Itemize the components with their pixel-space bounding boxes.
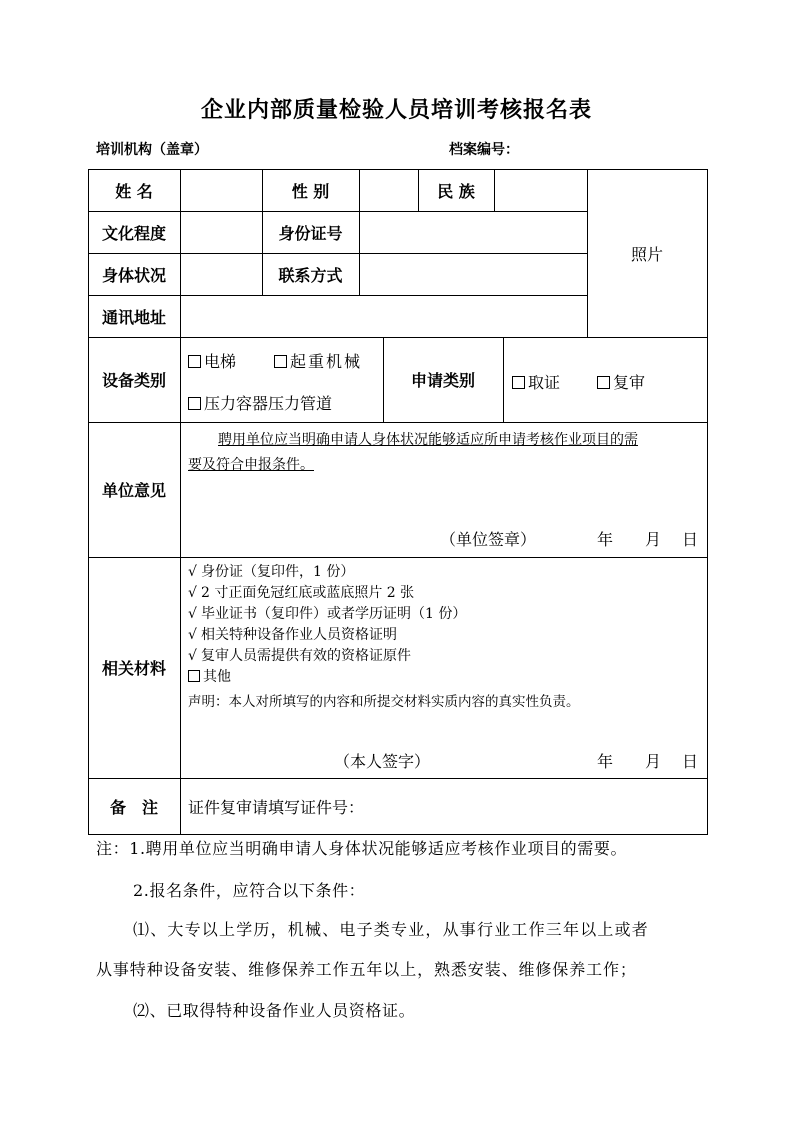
note-line: 注：1.聘用单位应当明确申请人身体状况能够适应考核作业项目的需要。 <box>96 839 628 858</box>
ethnicity-label: 民 族 <box>437 181 475 201</box>
remarks-text[interactable]: 证件复审请填写证件号： <box>188 798 365 817</box>
ethnicity-field[interactable] <box>495 170 587 211</box>
checkbox-icon <box>188 397 201 410</box>
id-number-field[interactable] <box>360 212 587 253</box>
unit-year-label: 年 <box>597 530 614 549</box>
declaration-text: 声明：本人对所填写的内容和所提交材料实质内容的真实性负责。 <box>188 694 580 710</box>
apply-option-review[interactable]: 复审 <box>597 370 645 393</box>
contact-label: 联系方式 <box>278 265 343 285</box>
materials-label: 相关材料 <box>101 659 166 678</box>
gender-label: 性 别 <box>291 181 330 201</box>
contact-field[interactable] <box>360 254 587 295</box>
checkbox-icon <box>274 355 287 368</box>
unit-opinion-label: 单位意见 <box>101 481 166 500</box>
checkbox-icon <box>597 376 610 389</box>
education-field[interactable] <box>181 212 262 253</box>
material-item: √ 复审人员需提供有效的资格证原件 <box>188 648 411 664</box>
material-item: √ 相关特种设备作业人员资格证明 <box>188 627 397 643</box>
equipment-option-elevator[interactable]: 电梯 <box>188 349 236 372</box>
gender-field[interactable] <box>360 170 418 211</box>
material-item: √ 身份证（复印件，1 份） <box>188 564 355 580</box>
material-other-option[interactable]: 其他 <box>188 666 231 686</box>
checkmark-icon: √ <box>188 606 197 622</box>
applicant-day-label: 日 <box>682 752 699 771</box>
applicant-month-label: 月 <box>645 752 662 771</box>
name-field[interactable] <box>181 170 262 211</box>
note-line: ⑴、大专以上学历，机械、电子类专业，从事行业工作三年以上或者 <box>133 920 650 939</box>
checkbox-icon <box>512 376 525 389</box>
apply-option-certificate[interactable]: 取证 <box>512 370 560 393</box>
file-number-label: 档案编号： <box>449 142 519 158</box>
photo-box[interactable]: 照片 <box>630 244 663 264</box>
checkmark-icon: √ <box>188 564 197 580</box>
note-line: ⑵、已取得特种设备作业人员资格证。 <box>133 1001 416 1020</box>
education-label: 文化程度 <box>101 223 166 243</box>
unit-statement-line2: 要及符合申报条件。 <box>188 457 314 473</box>
note-line: 2.报名条件，应符合以下条件： <box>133 881 366 900</box>
id-number-label: 身份证号 <box>278 223 343 243</box>
health-label: 身体状况 <box>101 265 166 285</box>
equipment-option-pressure[interactable]: 压力容器压力管道 <box>188 391 332 414</box>
apply-type-label: 申请类别 <box>410 371 475 390</box>
material-item: √ 毕业证书（复印件）或者学历证明（1 份） <box>188 606 467 622</box>
name-label: 姓 名 <box>115 181 153 201</box>
unit-day-label: 日 <box>682 530 699 549</box>
unit-statement-line1: 聘用单位应当明确申请人身体状况能够适应所申请考核作业项目的需 <box>218 432 638 448</box>
equipment-type-label: 设备类别 <box>101 371 166 390</box>
unit-seal-label: （单位签章） <box>440 530 537 549</box>
note-line: 从事特种设备安装、维修保养工作五年以上，熟悉安装、维修保养工作； <box>96 960 637 979</box>
applicant-sign-label: （本人签字） <box>334 752 431 771</box>
address-label: 通讯地址 <box>101 307 166 327</box>
remarks-label: 备 注 <box>109 797 158 817</box>
material-item: √ 2 寸正面免冠红底或蓝底照片 2 张 <box>188 585 415 601</box>
health-field[interactable] <box>181 254 262 295</box>
training-org-label: 培训机构（盖章） <box>96 142 208 158</box>
address-field[interactable] <box>181 296 587 337</box>
checkbox-icon <box>188 355 201 368</box>
unit-month-label: 月 <box>645 530 662 549</box>
checkmark-icon: √ <box>188 627 197 643</box>
equipment-option-crane[interactable]: 起重机械 <box>274 349 362 372</box>
applicant-year-label: 年 <box>597 752 614 771</box>
checkbox-icon <box>188 670 200 682</box>
form-title: 企业内部质量检验人员培训考核报名表 <box>200 98 592 123</box>
checkmark-icon: √ <box>188 585 197 601</box>
checkmark-icon: √ <box>188 648 197 664</box>
